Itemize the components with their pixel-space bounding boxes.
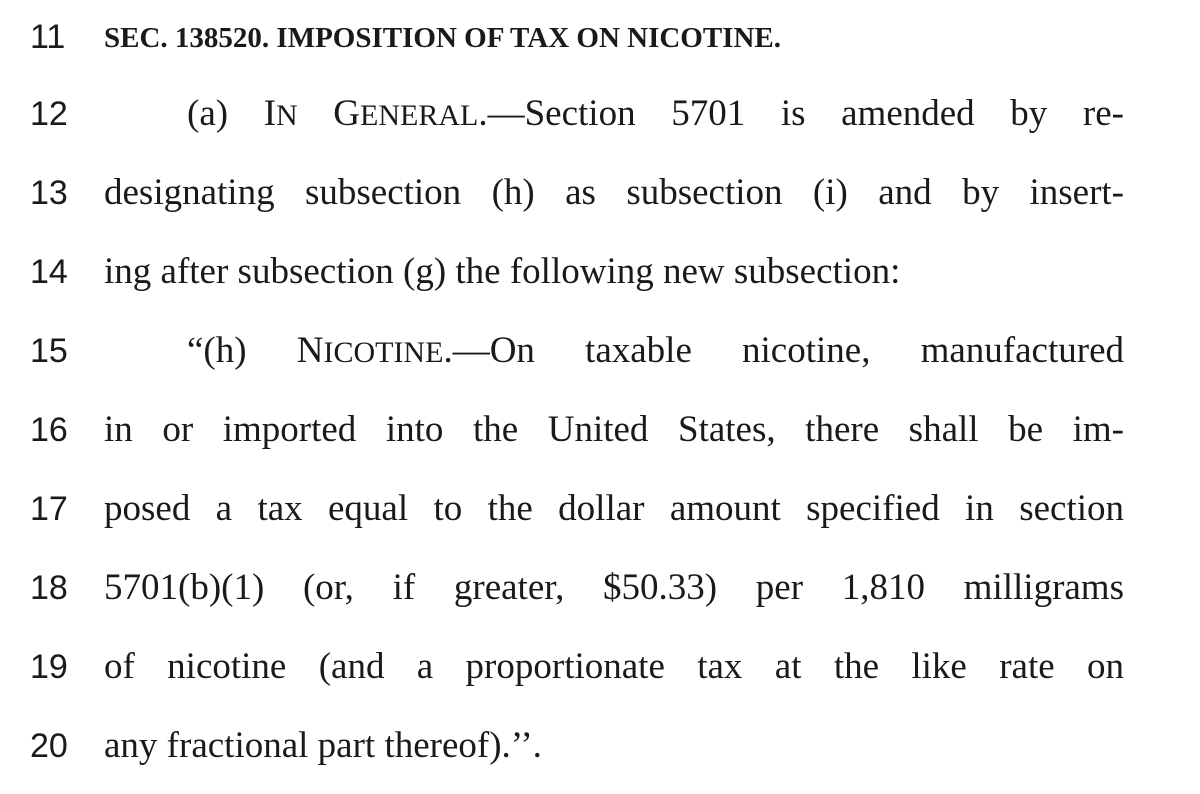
bill-line-19 xyxy=(0,646,1200,710)
smallcaps-rest: ENERAL xyxy=(360,99,479,132)
line-number: 18 xyxy=(30,569,68,607)
smallcaps-initial: N xyxy=(296,330,324,371)
line-number: 13 xyxy=(30,174,68,212)
line-number: 14 xyxy=(30,253,68,291)
bill-line-11 xyxy=(0,20,1200,80)
body-text: ing after subsection (g) the following new subsection: xyxy=(104,251,901,292)
bill-line-16 xyxy=(0,409,1200,473)
body-text: 5701(b)(1) (or, if greater, $50.33) per 1,810 milligrams xyxy=(104,567,1124,608)
subsection-a-text xyxy=(187,95,1124,132)
smallcaps-rest: N xyxy=(276,99,298,132)
bill-line-14 xyxy=(0,251,1200,315)
subsection-a-label: (a) xyxy=(187,93,264,134)
smallcaps-rest: ICOTINE xyxy=(323,336,444,369)
bill-line-18 xyxy=(0,567,1200,631)
bill-line-13 xyxy=(0,172,1200,236)
bill-line-20 xyxy=(0,725,1200,789)
body-text: any fractional part thereof).’’. xyxy=(104,725,542,766)
body-text: of nicotine (and a proportionate tax at the like rate on xyxy=(104,646,1124,687)
subsection-h-label: “(h) xyxy=(187,330,297,371)
body-text: in or imported into the United States, there shall be im- xyxy=(104,409,1124,450)
subsection-h-text xyxy=(187,332,1124,369)
line-number: 19 xyxy=(30,648,68,686)
line-number: 20 xyxy=(30,727,68,765)
bill-line-17 xyxy=(0,488,1200,552)
subsection-a-body: .—Section 5701 is amended by re- xyxy=(478,93,1124,134)
section-heading: SEC. 138520. IMPOSITION OF TAX ON NICOTINE. xyxy=(104,22,782,54)
subsection-h-body: .—On taxable nicotine, manufactured xyxy=(443,330,1124,371)
bill-line-12 xyxy=(0,93,1200,157)
line-number: 11 xyxy=(30,18,66,56)
smallcaps-initial: G xyxy=(297,93,361,134)
body-text: posed a tax equal to the dollar amount specified in section xyxy=(104,488,1124,529)
line-number: 17 xyxy=(30,490,68,528)
body-text: designating subsection (h) as subsection (i) and by insert- xyxy=(104,172,1124,213)
line-number: 16 xyxy=(30,411,68,449)
line-number: 15 xyxy=(30,332,68,370)
line-number: 12 xyxy=(30,95,68,133)
bill-line-15 xyxy=(0,330,1200,394)
smallcaps-initial: I xyxy=(263,93,277,134)
